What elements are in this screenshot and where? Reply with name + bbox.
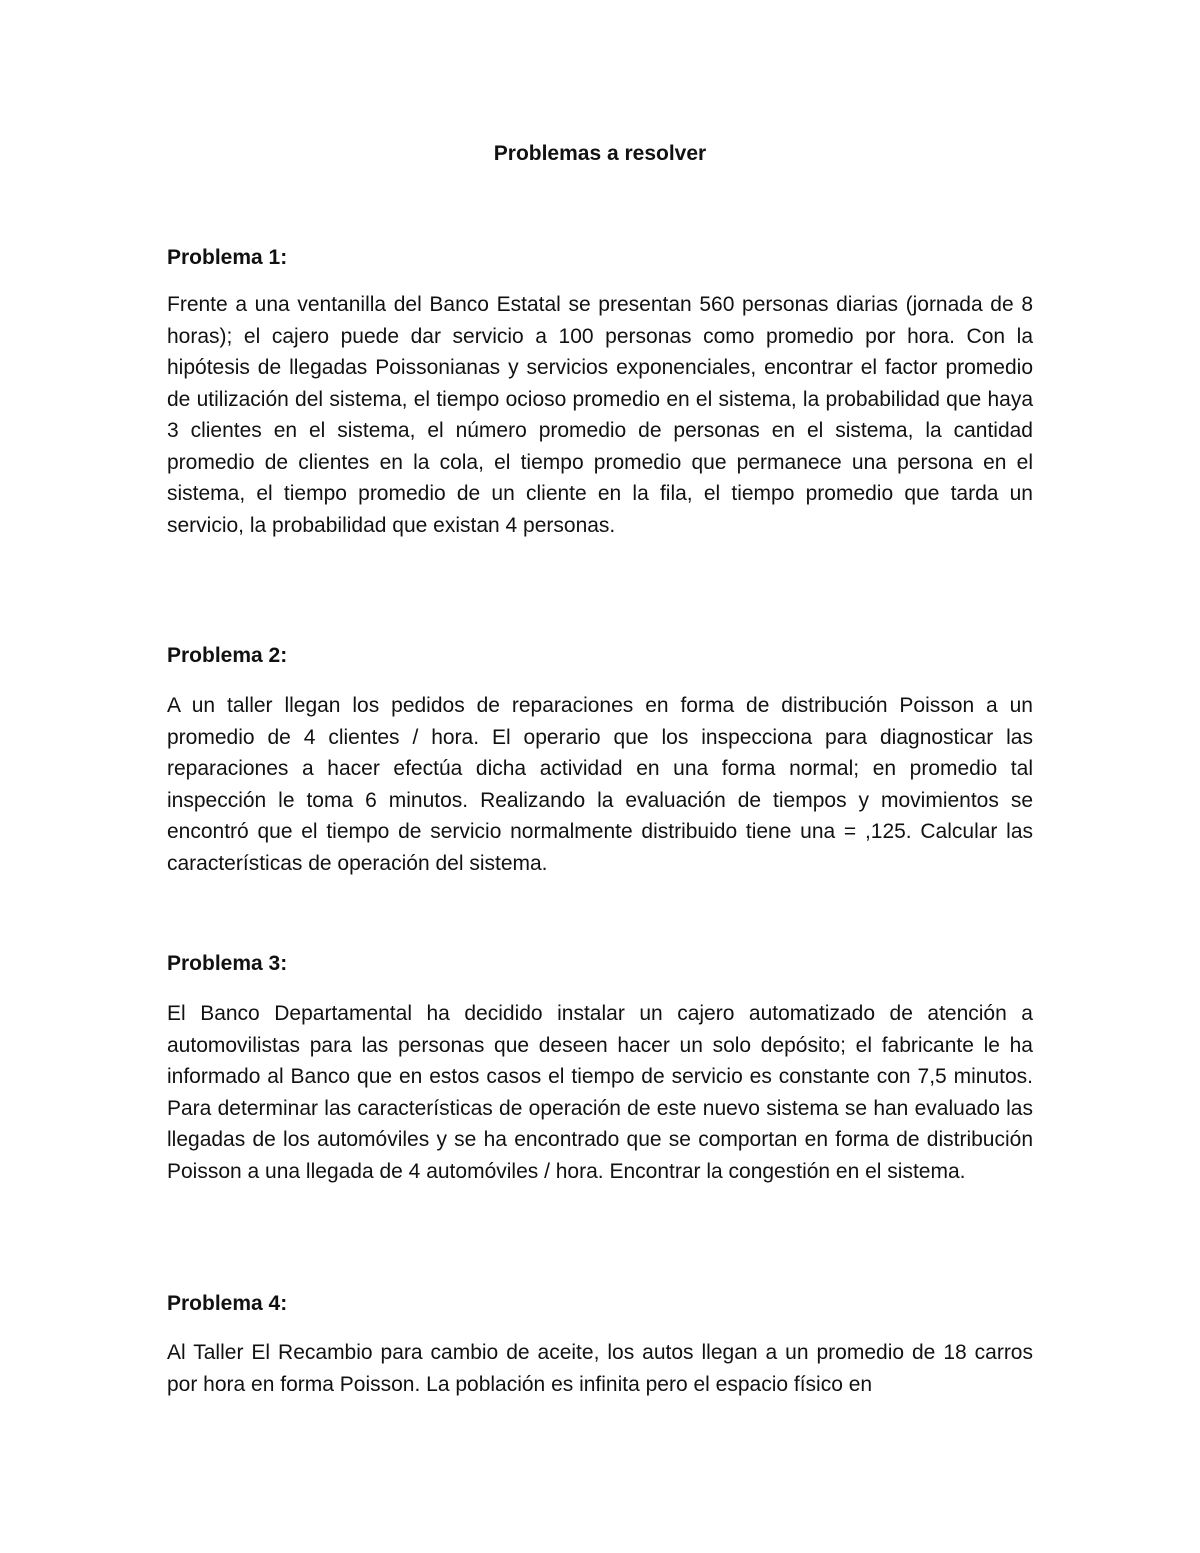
problem-4-text: Al Taller El Recambio para cambio de aceite, los autos llegan a un promedio de 18 carros por hora en forma Poisson. La población es infinita pero el espacio físico en [167, 1341, 1033, 1396]
problem-4-heading: Problema 4: [167, 1292, 288, 1315]
problem-2-text: A un taller llegan los pedidos de reparaciones en forma de distribución Poisson a un promedio de 4 clientes / hora. El operario que los inspecciona para diagnosticar las reparaciones a hacer efectúa dicha actividad en una forma normal; en promedio tal inspección le toma 6 minutos. Realizando la evaluación de tiempos y movimientos se encontró que el tiempo de servicio normalmente distribuido tiene una = ,125. Calcular las características de operación del sistema. [167, 694, 1033, 875]
problem-3-text: El Banco Departamental ha decidido instalar un cajero automatizado de atención a automovilistas para las personas que deseen hacer un solo depósito; el fabricante le ha informado al Banco que en estos casos el tiempo de servicio es constante con 7,5 minutos. Para determinar las características de operación de este nuevo sistema se han evaluado las llegadas de los automóviles y se ha encontrado que se comportan en forma de distribución Poisson a una llegada de 4 automóviles / hora. Encontrar la congestión en el sistema. [167, 1002, 1033, 1183]
problem-1-heading: Problema 1: [167, 246, 288, 269]
problem-3-heading: Problema 3: [167, 952, 288, 975]
document-title: Problemas a resolver [493, 142, 707, 165]
problem-2-heading: Problema 2: [167, 644, 288, 667]
problem-1-text: Frente a una ventanilla del Banco Estatal se presentan 560 personas diarias (jornada de 8 horas); el cajero puede dar servicio a 100 personas como promedio por hora. Con la hipótesis de llegadas Poissonianas y servicios exponenciales, encontrar el factor promedio de utilización del sistema, el tiempo ocioso promedio en el sistema, la probabilidad que haya 3 clientes en el sistema, el número promedio de personas en el sistema, la cantidad promedio de clientes en la cola, el tiempo promedio que permanece una persona en el sistema, el tiempo promedio de un cliente en la fila, el tiempo promedio que tarda un servicio, la probabilidad que existan 4 personas. [167, 293, 1033, 537]
